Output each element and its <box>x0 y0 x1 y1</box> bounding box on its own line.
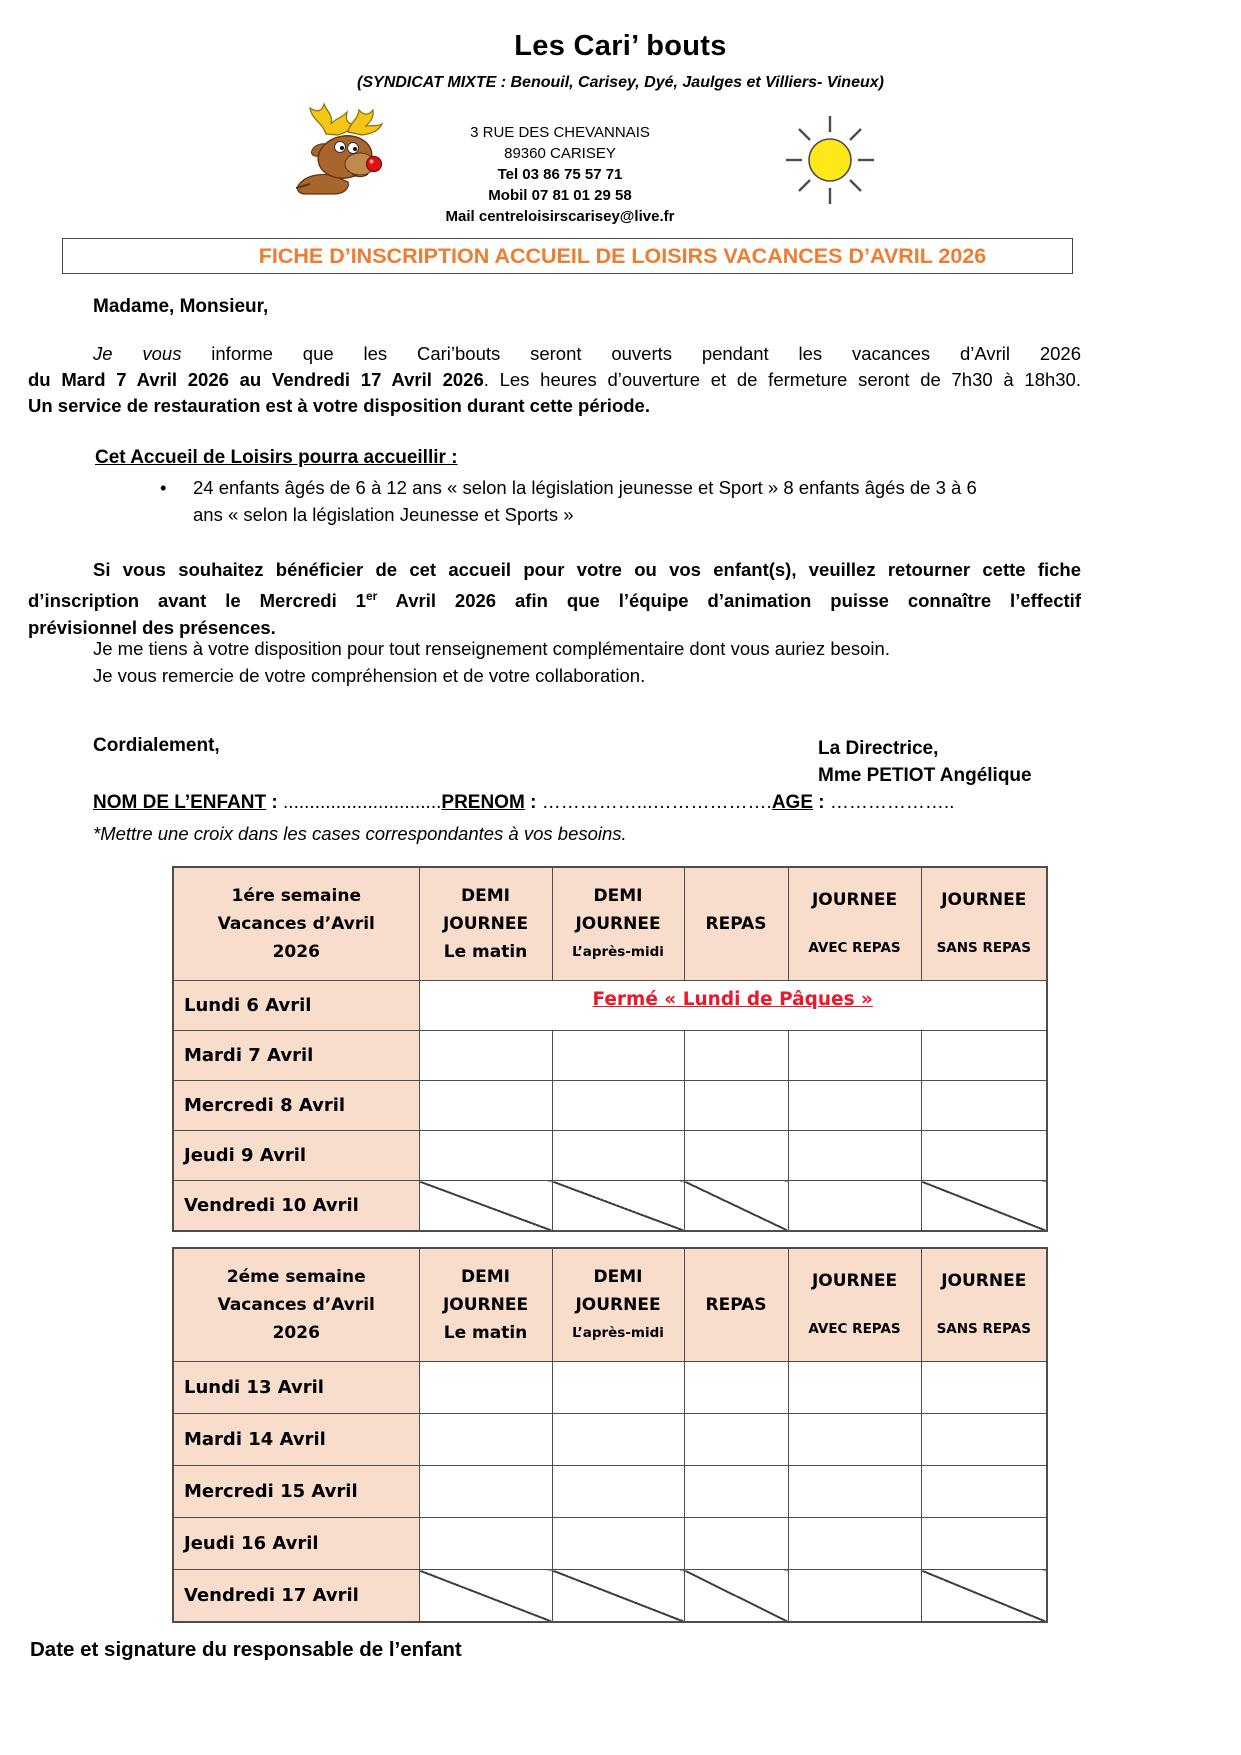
crossed-out-cell <box>921 1570 1047 1622</box>
signature-block <box>818 735 1032 789</box>
day-label-cell: Mercredi 8 Avril <box>173 1081 419 1131</box>
deadline-line-2: d’inscription avant le Mercredi 1er Avril 2026 afin que l’équipe d’animation puisse connaître l’effectif <box>28 589 1081 612</box>
cross-instruction-note: *Mettre une croix dans les cases correspondantes à vos besoins. <box>93 823 627 844</box>
attendance-checkbox-cell[interactable] <box>788 1570 921 1622</box>
column-header: 1ére semaine Vacances d’Avril 2026 <box>173 867 419 981</box>
attendance-checkbox-cell[interactable] <box>419 1414 552 1466</box>
attendance-checkbox-cell[interactable] <box>921 1081 1047 1131</box>
column-header: 2éme semaine Vacances d’Avril 2026 <box>173 1248 419 1362</box>
bullet-marker: • <box>160 477 167 498</box>
crossed-out-cell <box>552 1181 684 1231</box>
attendance-checkbox-cell[interactable] <box>921 1362 1047 1414</box>
day-label-cell: Vendredi 17 Avril <box>173 1570 419 1622</box>
bullet-line-2: ans « selon la législation Jeunesse et Sports » <box>193 504 574 525</box>
day-label-cell: Jeudi 16 Avril <box>173 1518 419 1570</box>
attendance-checkbox-cell[interactable] <box>419 1031 552 1081</box>
column-header: JOURNEE SANS REPAS <box>921 1248 1047 1362</box>
mail-line: Mail centreloisirscarisey@live.fr <box>445 208 675 225</box>
day-label-cell: Jeudi 9 Avril <box>173 1131 419 1181</box>
column-header: DEMI JOURNEE Le matin <box>419 867 552 981</box>
attendance-checkbox-cell[interactable] <box>788 1362 921 1414</box>
intro-paragraph <box>28 341 1081 419</box>
column-header: REPAS <box>684 867 788 981</box>
nom-label: NOM DE L’ENFANT <box>93 792 267 813</box>
attendance-checkbox-cell[interactable] <box>788 1131 921 1181</box>
day-label-cell: Mardi 7 Avril <box>173 1031 419 1081</box>
page-subtitle: (SYNDICAT MIXTE : Benouil, Carisey, Dyé, Jaulges et Villiers- Vineux) <box>357 74 884 91</box>
attendance-checkbox-cell[interactable] <box>788 1031 921 1081</box>
attendance-checkbox-cell[interactable] <box>921 1031 1047 1081</box>
attendance-checkbox-cell[interactable] <box>788 1181 921 1231</box>
column-header: JOURNEE AVEC REPAS <box>788 867 921 981</box>
column-header: JOURNEE AVEC REPAS <box>788 1248 921 1362</box>
attendance-checkbox-cell[interactable] <box>684 1466 788 1518</box>
deadline-line-3: prévisionnel des présences. <box>28 617 276 639</box>
prenom-label: PRENOM <box>441 792 525 813</box>
deadline-line-1: Si vous souhaitez bénéficier de cet accueil pour votre ou vos enfant(s), veuillez retourner cette fiche <box>93 559 1081 580</box>
week1-table <box>172 866 1048 1232</box>
form-title-banner: FICHE D’INSCRIPTION ACCUEIL DE LOISIRS VACANCES D’AVRIL 2026 <box>62 238 1073 274</box>
availability-sentence: Je me tiens à votre disposition pour tout renseignement complémentaire dont vous auriez besoin. <box>93 638 890 659</box>
attendance-checkbox-cell[interactable] <box>684 1414 788 1466</box>
address-line-1: 3 RUE DES CHEVANNAIS <box>470 124 650 141</box>
salutation: Madame, Monsieur, <box>93 296 269 317</box>
bullet-line-1: 24 enfants âgés de 6 à 12 ans « selon la législation jeunesse et Sport » 8 enfants âgés de 3 à 6 <box>193 477 977 498</box>
crossed-out-cell <box>684 1181 788 1231</box>
attendance-checkbox-cell[interactable] <box>684 1131 788 1181</box>
attendance-checkbox-cell[interactable] <box>419 1081 552 1131</box>
mobile-line: Mobil 07 81 01 29 58 <box>488 187 632 204</box>
day-label-cell: Vendredi 10 Avril <box>173 1181 419 1231</box>
column-header: DEMI JOURNEE L’après-midi <box>552 867 684 981</box>
capacity-bullet <box>160 474 1062 528</box>
attendance-checkbox-cell[interactable] <box>921 1518 1047 1570</box>
attendance-checkbox-cell[interactable] <box>684 1081 788 1131</box>
intro-line-1: Je vous informe que les Cari’bouts seront ouverts pendant les vacances d’Avril 2026 <box>93 343 1081 364</box>
column-header: REPAS <box>684 1248 788 1362</box>
ordinal-superscript: er <box>365 589 378 603</box>
closed-notice-cell: Fermé « Lundi de Pâques » <box>419 981 1047 1031</box>
attendance-checkbox-cell[interactable] <box>552 1414 684 1466</box>
attendance-checkbox-cell[interactable] <box>684 1518 788 1570</box>
reindeer-mascot-icon <box>290 102 392 205</box>
attendance-checkbox-cell[interactable] <box>788 1518 921 1570</box>
attendance-checkbox-cell[interactable] <box>552 1518 684 1570</box>
attendance-checkbox-cell[interactable] <box>552 1362 684 1414</box>
crossed-out-cell <box>552 1570 684 1622</box>
attendance-checkbox-cell[interactable] <box>419 1131 552 1181</box>
week2-table-container <box>172 1247 1048 1623</box>
week1-table-container <box>172 866 1048 1232</box>
thanks-sentence: Je vous remercie de votre compréhension et de votre collaboration. <box>93 665 646 686</box>
prenom-field-dots[interactable]: ……………...………………. <box>541 792 772 813</box>
attendance-checkbox-cell[interactable] <box>552 1466 684 1518</box>
director-name: Mme PETIOT Angélique <box>818 765 1032 786</box>
dates-bold: du Mard 7 Avril 2026 au Vendredi 17 Avril 2026 <box>28 369 484 390</box>
intro-line-2: du Mard 7 Avril 2026 au Vendredi 17 Avril 2026. Les heures d’ouverture et de fermeture seront de 7h30 à 18h30. <box>28 369 1081 390</box>
attendance-checkbox-cell[interactable] <box>552 1081 684 1131</box>
day-label-cell: Mardi 14 Avril <box>173 1414 419 1466</box>
attendance-checkbox-cell[interactable] <box>552 1031 684 1081</box>
week2-table <box>172 1247 1048 1623</box>
intro-italic: Je vous <box>93 343 182 364</box>
day-label-cell: Mercredi 15 Avril <box>173 1466 419 1518</box>
phone-line: Tel 03 86 75 57 71 <box>497 166 623 183</box>
crossed-out-cell <box>684 1570 788 1622</box>
attendance-checkbox-cell[interactable] <box>419 1362 552 1414</box>
attendance-checkbox-cell[interactable] <box>419 1466 552 1518</box>
attendance-checkbox-cell[interactable] <box>684 1362 788 1414</box>
nom-field-dots[interactable]: .............................. <box>283 792 442 813</box>
intro-line-3: Un service de restauration est à votre disposition durant cette période. <box>28 395 650 416</box>
deadline-paragraph <box>28 556 1081 641</box>
closing-word: Cordialement, <box>93 735 220 756</box>
attendance-checkbox-cell[interactable] <box>788 1414 921 1466</box>
day-label-cell: Lundi 13 Avril <box>173 1362 419 1414</box>
crossed-out-cell <box>419 1570 552 1622</box>
column-header: DEMI JOURNEE Le matin <box>419 1248 552 1362</box>
address-line-2: 89360 CARISEY <box>504 145 616 162</box>
bullet-text <box>193 474 977 528</box>
column-header: DEMI JOURNEE L’après-midi <box>552 1248 684 1362</box>
column-header: JOURNEE SANS REPAS <box>921 867 1047 981</box>
age-label: AGE <box>771 792 813 813</box>
attendance-checkbox-cell[interactable] <box>921 1131 1047 1181</box>
attendance-checkbox-cell[interactable] <box>684 1031 788 1081</box>
crossed-out-cell <box>419 1181 552 1231</box>
address-block <box>380 122 740 227</box>
page-title: Les Cari’ bouts <box>514 30 727 62</box>
day-label-cell: Lundi 6 Avril <box>173 981 419 1031</box>
attendance-checkbox-cell[interactable] <box>788 1466 921 1518</box>
director-title: La Directrice, <box>818 738 939 759</box>
crossed-out-cell <box>921 1181 1047 1231</box>
capacity-heading: Cet Accueil de Loisirs pourra accueillir : <box>95 447 458 468</box>
attendance-checkbox-cell[interactable] <box>419 1518 552 1570</box>
attendance-checkbox-cell[interactable] <box>921 1466 1047 1518</box>
child-identity-line: NOM DE L’ENFANT : ..............................PRENOM : ……………...……………….AGE : ……………….. <box>93 792 955 813</box>
age-field-dots[interactable]: ……………….. <box>829 792 955 813</box>
attendance-checkbox-cell[interactable] <box>552 1131 684 1181</box>
attendance-checkbox-cell[interactable] <box>788 1081 921 1131</box>
sun-icon <box>782 112 878 213</box>
attendance-checkbox-cell[interactable] <box>921 1414 1047 1466</box>
signature-instruction: Date et signature du responsable de l’enfant <box>30 1638 462 1661</box>
